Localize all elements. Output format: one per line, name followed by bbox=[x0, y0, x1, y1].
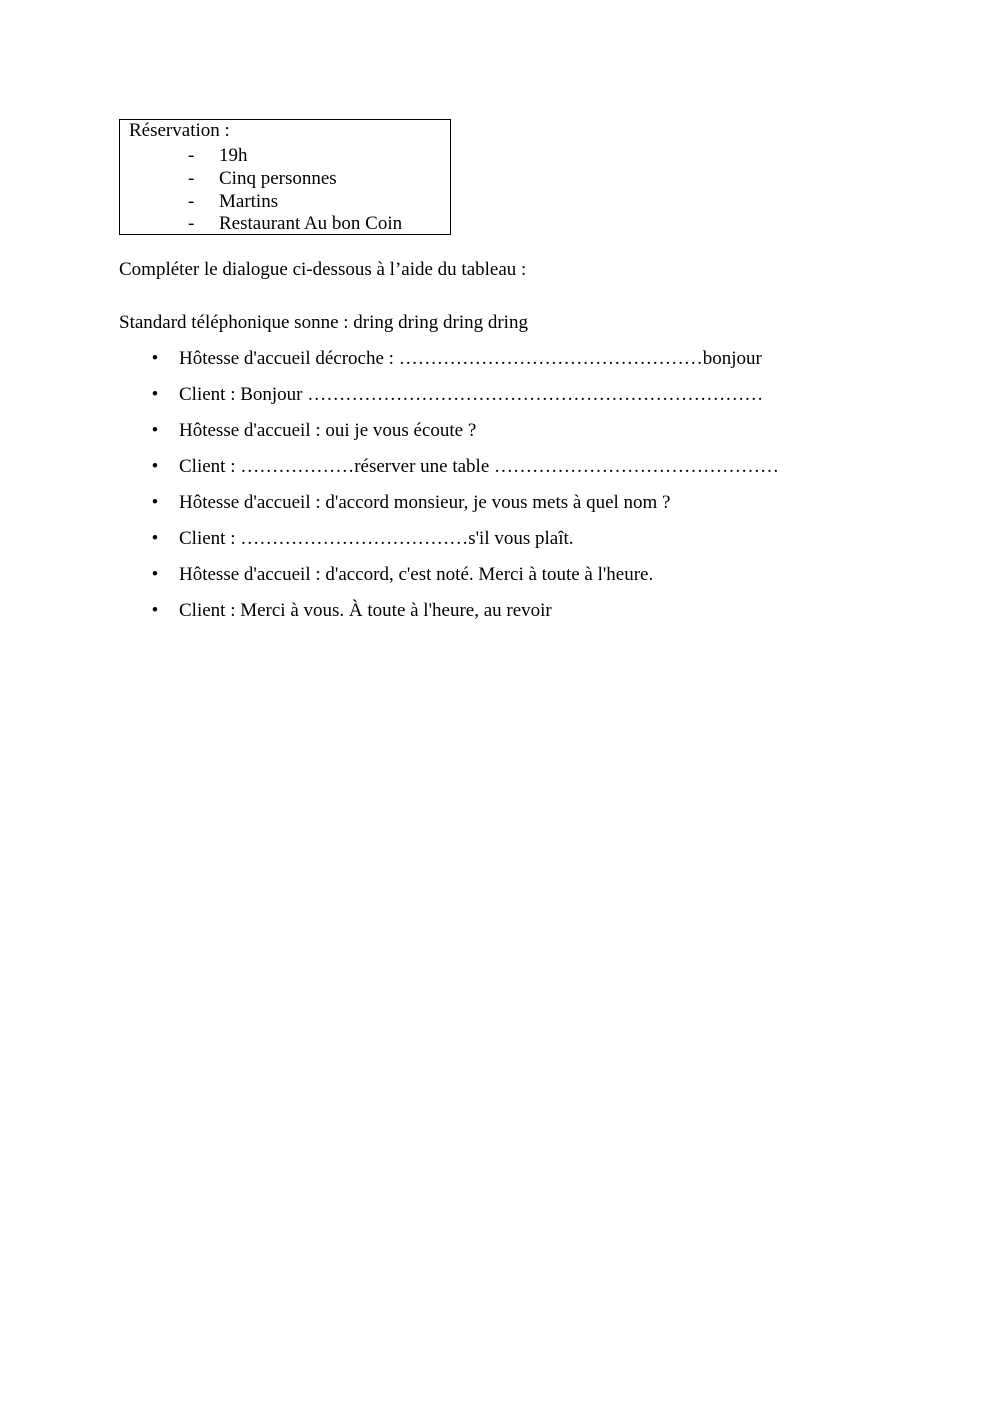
reservation-restaurant: Restaurant Au bon Coin bbox=[219, 213, 403, 234]
dialogue-text: Hôtesse d'accueil : d'accord monsieur, je vous mets à quel nom ? bbox=[179, 492, 671, 513]
reservation-box bbox=[119, 119, 451, 235]
reservation-title: Réservation : bbox=[129, 120, 230, 141]
reservation-party-size: Cinq personnes bbox=[219, 168, 337, 189]
bullet-icon: • bbox=[151, 420, 159, 441]
bullet-icon: • bbox=[151, 564, 159, 585]
bullet-icon: • bbox=[151, 492, 159, 513]
dialogue-text: Client : Bonjour ……………………………………………………………… bbox=[179, 384, 764, 405]
dialogue-intro: Standard téléphonique sonne : dring dring dring dring bbox=[119, 312, 528, 333]
bullet-icon: • bbox=[151, 528, 159, 549]
bullet-icon: • bbox=[151, 348, 159, 369]
list-dash: - bbox=[188, 145, 195, 166]
dialogue-text: Hôtesse d'accueil décroche : …………………………………………bonjour bbox=[179, 348, 762, 369]
instruction-text: Compléter le dialogue ci-dessous à l’aide du tableau : bbox=[119, 259, 527, 280]
list-dash: - bbox=[188, 213, 195, 234]
dialogue-text: Client : ………………………………s'il vous plaît. bbox=[179, 528, 574, 549]
list-dash: - bbox=[188, 191, 195, 212]
bullet-icon: • bbox=[151, 456, 159, 477]
reservation-name: Martins bbox=[219, 191, 279, 212]
dialogue-text: Hôtesse d'accueil : oui je vous écoute ? bbox=[179, 420, 477, 441]
bullet-icon: • bbox=[151, 600, 159, 621]
bullet-icon: • bbox=[151, 384, 159, 405]
dialogue-text: Client : ………………réserver une table ……………………………………… bbox=[179, 456, 780, 477]
dialogue-text: Client : Merci à vous. À toute à l'heure, au revoir bbox=[179, 600, 552, 621]
list-dash: - bbox=[188, 168, 195, 189]
reservation-time: 19h bbox=[219, 145, 248, 166]
dialogue-text: Hôtesse d'accueil : d'accord, c'est noté. Merci à toute à l'heure. bbox=[179, 564, 654, 585]
